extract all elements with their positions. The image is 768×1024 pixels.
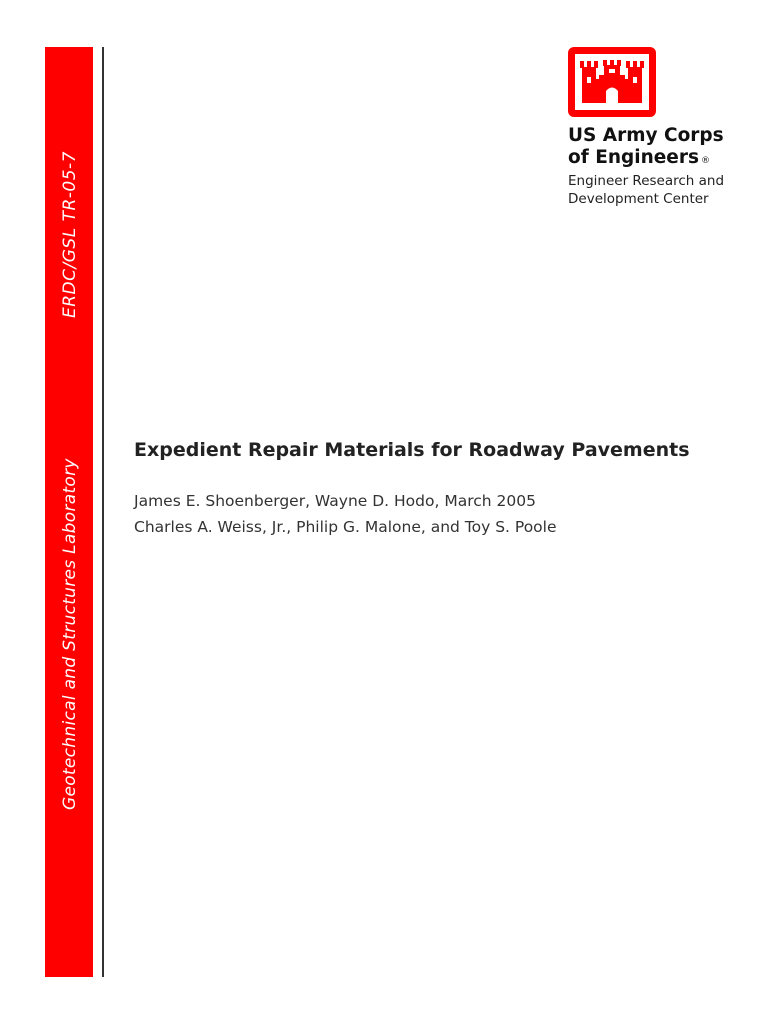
organization-subtitle-line2: Development Center <box>568 191 709 207</box>
report-number: ERDC/GSL TR-05-7 <box>60 151 80 318</box>
castle-logo <box>568 47 656 117</box>
organization-name-line1: US Army Corps <box>568 125 724 146</box>
organization-name <box>568 125 724 172</box>
laboratory-name: Geotechnical and Structures Laboratory <box>60 458 80 810</box>
sidebar-divider <box>102 47 104 977</box>
organization-subtitle-line1: Engineer Research and <box>568 173 725 189</box>
castle-icon <box>568 47 656 117</box>
authors-line2: Charles A. Weiss, Jr., Philip G. Malone, and Toy S. Poole <box>134 518 557 536</box>
authors-line1: James E. Shoenberger, Wayne D. Hodo, March 2005 <box>134 492 536 510</box>
report-title: Expedient Repair Materials for Roadway Pavements <box>134 439 690 461</box>
organization-name-line2-wrap <box>568 147 724 172</box>
registered-mark: ® <box>701 156 710 166</box>
organization-name-line2: of Engineers <box>568 147 699 168</box>
report-authors <box>134 488 557 540</box>
organization-subtitle <box>568 172 724 208</box>
